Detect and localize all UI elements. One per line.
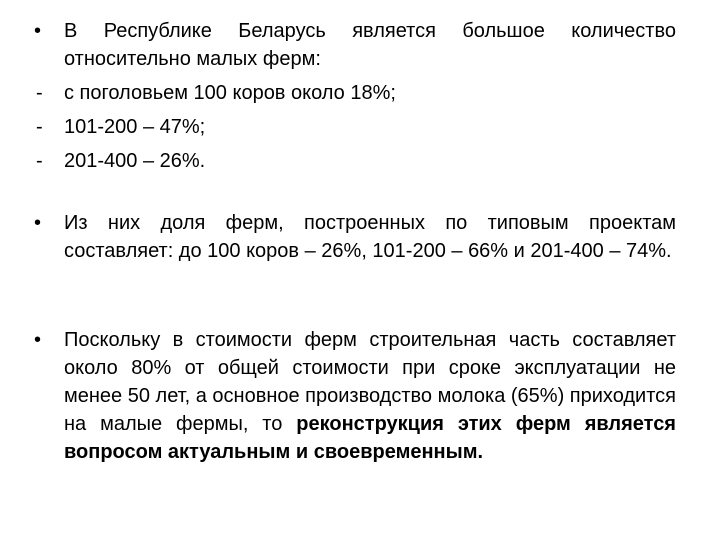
- bullet-marker: •: [34, 212, 42, 234]
- bullet-item-typical-projects: [34, 209, 676, 265]
- dash-item-up-to-100: [34, 79, 676, 107]
- bullet-text: Из них доля ферм, построенных по типовым проектам составляет: до 100 коров – 26%, 101-200 – 66% и 201-400 – 74%.: [64, 212, 676, 262]
- bullet-marker: •: [34, 20, 42, 42]
- bullet-text: Поскольку в стоимости ферм строительная часть составляет около 80% от общей стоимости при сроке эксплуатации не менее 50 лет, а основное производство молока (65%) приходится на малые фермы, то: [64, 329, 676, 435]
- dash-item-201-400: [34, 147, 676, 175]
- dash-text: 201-400 – 26%.: [64, 150, 206, 172]
- bullet-item-reconstruction: [34, 326, 676, 466]
- dash-text: 101-200 – 47%;: [64, 116, 206, 138]
- dash-marker: -: [36, 150, 43, 172]
- bullet-bold-conclusion: реконструкция этих ферм является вопросом актуальным и своевременным.: [64, 413, 676, 463]
- dash-marker: -: [36, 82, 43, 104]
- bullet-marker: •: [34, 329, 42, 351]
- bullet-text: В Республике Беларусь является большое количество относительно малых ферм:: [64, 20, 676, 70]
- dash-text: с поголовьем 100 коров около 18%;: [64, 82, 396, 104]
- dash-marker: -: [36, 116, 43, 138]
- bullet-text-paragraph: [64, 326, 676, 466]
- bullet-item-small-farms: [34, 17, 676, 73]
- dash-item-101-200: [34, 113, 676, 141]
